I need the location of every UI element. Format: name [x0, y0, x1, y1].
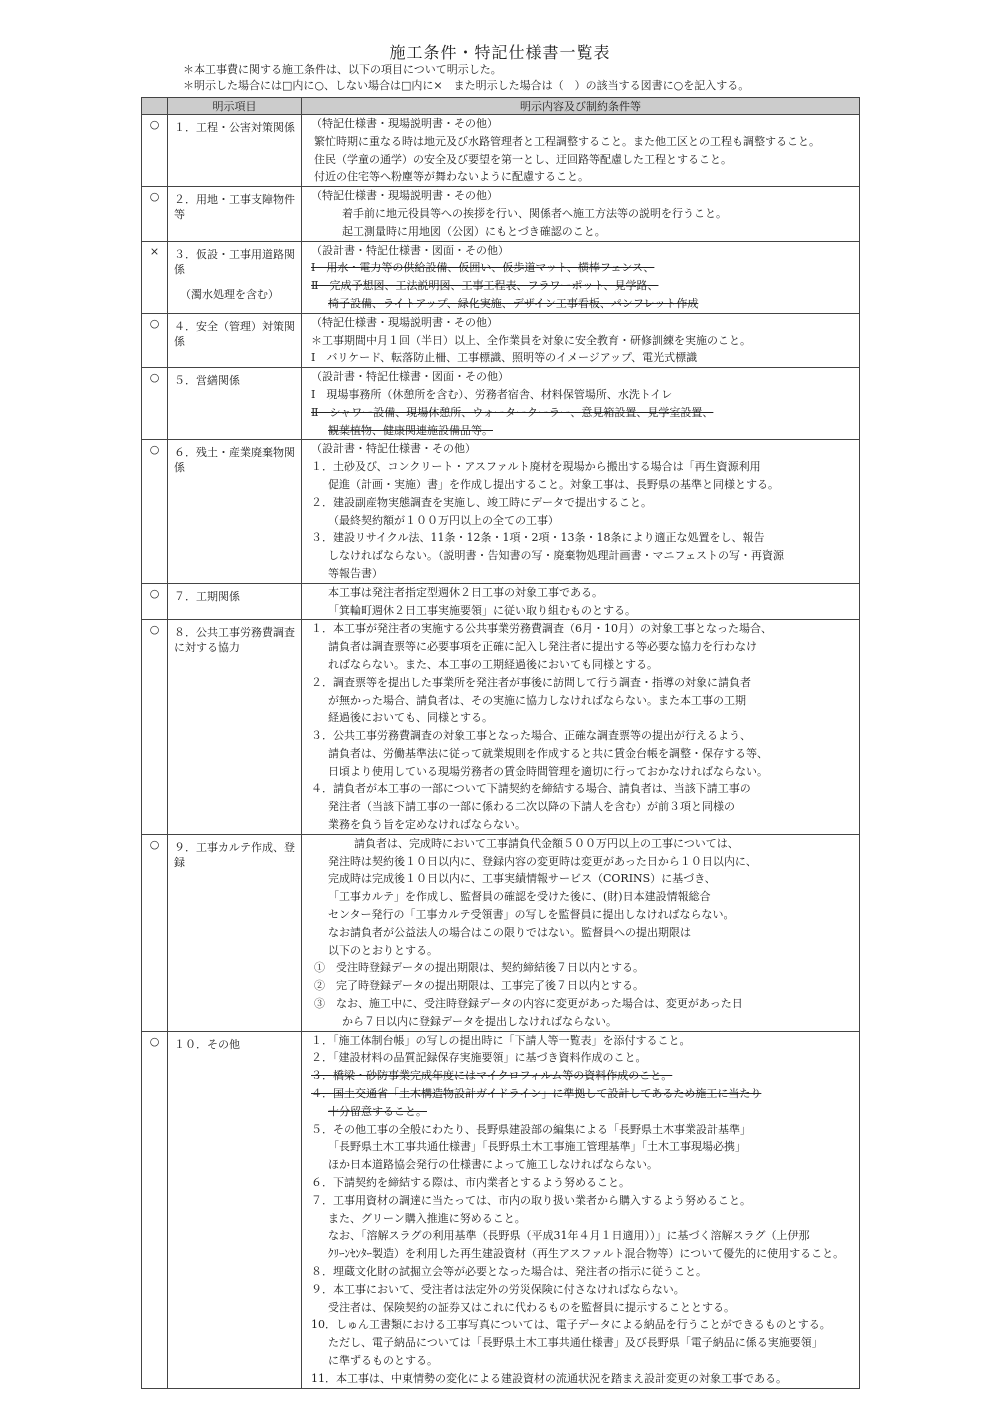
row-content: [302, 115, 860, 187]
row-mark: ○: [142, 440, 168, 583]
content-line: 繁忙時期に重なる時は地元及び水路管理者と工程調整すること。また他工区との工程も調整すること。: [314, 134, 820, 148]
content-line: （最終契約額が１００万円以上の全ての工事）: [328, 513, 559, 527]
row-content: [302, 187, 860, 241]
mark-header: [142, 98, 168, 115]
content-line: Ⅰ 現場事務所（休憩所を含む）、労務者宿舎、材料保管場所、水洗トイレ: [311, 387, 673, 401]
row-mark: ○: [142, 620, 168, 835]
row-item: [168, 620, 302, 835]
table-row: [142, 620, 860, 835]
row-item-label: ２．用地・工事支障物件等: [174, 193, 295, 222]
content-line: 「箕輪町週休２日工事実施要領」に従い取り組むものとする。: [328, 603, 636, 617]
table-row: [142, 187, 860, 241]
content-line: 受注者は、保険契約の証券又はこれに代わるものを監督員に提示することとする。: [328, 1300, 735, 1314]
table-row: [142, 313, 860, 367]
content-line: また、グリーン購入推進に努めること。: [328, 1211, 526, 1225]
content-line: １．「施工体制台帳」の写しの提出時に「下請人等一覧表」を添付すること。: [311, 1033, 691, 1047]
content-line: 経過後においても、同様とする。: [328, 711, 493, 725]
document-title: 施工条件・特記仕様書一覧表: [389, 43, 611, 62]
content-line: が無かった場合、請負者は、その実施に協力しなければならない。また本工事の工期: [328, 693, 746, 707]
content-line: 請負者は調査票等に必要事項を正確に記入し発注者に提出する等必要な協力を行わなけ: [328, 640, 757, 654]
content-line: 付近の住宅等へ粉塵等が舞わないように配慮すること。: [314, 170, 589, 184]
row-item-label: １．工程・公害対策関係: [174, 121, 295, 134]
content-line-struck: ３．橋梁・砂防事業完成年度にはマイクロフィルム等の資料作成のこと。: [311, 1069, 673, 1083]
content-line: 業務を負う旨を定めなければならない。: [328, 818, 526, 832]
row-item-label: ７．工期関係: [174, 589, 240, 603]
content-line: ＊工事期間中月１回（半日）以上、全作業員を対象に安全教育・研修訓練を実施のこと。: [311, 333, 751, 347]
table-row: [142, 583, 860, 620]
row-item: [168, 313, 302, 367]
content-line: から７日以内に登録データを提出しなければならない。: [342, 1014, 617, 1028]
content-line-struck: 椅子設備、ライトアップ、緑化実施、デザイン工事看板、パンフレット作成: [328, 296, 699, 310]
content-line-struck: ４．国土交通省「土木構造物設計ガイドライン」に準拠して設計してあるため施工に当たり: [311, 1087, 762, 1101]
table-row: [142, 1031, 860, 1388]
content-line: ① 受注時登録データの提出期限は、契約締結後７日以内とする。: [314, 961, 644, 975]
row-content: [302, 583, 860, 620]
row-mark: ○: [142, 115, 168, 187]
row-content: [302, 313, 860, 367]
item-header: 明示項目: [168, 98, 302, 115]
content-line: （特記仕様書・現場説明書・その他）: [311, 117, 498, 130]
content-line: 発注者（当該下請工事の一部に係わる二次以降の下請人を含む）が前３項と同様の: [328, 800, 735, 814]
row-mark: ×: [142, 241, 168, 313]
content-line: ｸﾘｰﾝｾﾝﾀｰ製造）を利用した再生建設資材（再生アスファルト混合物等）について優先的に使用すること。: [328, 1247, 845, 1261]
content-line: （設計書・特記仕様書・その他）: [311, 442, 476, 456]
row-mark: ○: [142, 313, 168, 367]
content-line: 以下のとおりとする。: [328, 943, 438, 957]
content-line: ればならない。また、本工事の工期経過後においても同様とする。: [328, 657, 658, 671]
content-line: しなければならない。（説明書・告知書の写・廃棄物処理計画書・マニフェストの写・再資源: [328, 549, 784, 563]
content-line: Ⅰ バリケード、転落防止柵、工事標識、照明等のイメージアップ、電光式標識: [311, 351, 698, 365]
content-line: ５．その他工事の全般にわたり、長野県建設部の編集による「長野県土木事業設計基準」: [311, 1122, 751, 1136]
row-item: [168, 583, 302, 620]
row-content: [302, 834, 860, 1031]
content-line: 請負者は、完成時において工事請負代金額５００万円以上の工事については、: [354, 836, 739, 850]
row-item-label: ３．仮設・工事用道路関係: [174, 247, 295, 276]
content-line: 「工事カルテ」を作成し、監督員の確認を受けた後に、(財)日本建設情報総合: [328, 890, 711, 904]
row-item-label: ６．残土・産業廃棄物関係: [174, 446, 295, 475]
content-line: ほか日本道路協会発行の仕様書によって施工しなければならない。: [328, 1158, 658, 1172]
content-line: ② 完了時登録データの提出期限は、工事完了後７日以内とする。: [314, 979, 644, 993]
row-item-label: ８．公共工事労務費調査に対する協力: [174, 626, 295, 655]
content-line: センター発行の「工事カルテ受領書」の写しを監督員に提出しなければならない。: [328, 908, 735, 922]
content-line: 請負者は、労働基準法に従って就業規則を作成すると共に賃金台帳を調整・保存する等、: [328, 746, 768, 760]
row-mark: ○: [142, 834, 168, 1031]
content-header: 明示内容及び制約条件等: [302, 98, 860, 115]
content-line: １．本工事が発注者の実施する公共事業労務費調査（6月・10月）の対象工事となった場合、: [311, 622, 772, 636]
table-row: [142, 440, 860, 583]
row-item: [168, 1031, 302, 1388]
table-header-row: [142, 98, 860, 115]
content-line: ４．請負者が本工事の一部について下請契約を締結する場合、請負者は、当該下請工事の: [311, 782, 751, 796]
row-item: [168, 187, 302, 241]
content-line-struck: Ⅱ 完成予想図、工法説明図、工事工程表、フラワーポット、見学路、: [311, 279, 659, 293]
row-content: [302, 241, 860, 313]
content-line: 着手前に地元役員等への挨拶を行い、関係者へ施工方法等の説明を行うこと。: [342, 206, 727, 220]
content-line: 等報告書）: [328, 566, 383, 580]
content-line: 起工測量時に用地図（公図）にもとづき確認のこと。: [342, 224, 606, 238]
content-line-struck: 観葉植物、健康関連施設備品等。: [328, 423, 493, 437]
row-mark: ○: [142, 1031, 168, 1388]
specification-table: [141, 97, 860, 1389]
content-line: ７．工事用資材の調達に当たっては、市内の取り扱い業者から購入するよう努めること。: [311, 1193, 751, 1207]
row-content: [302, 368, 860, 440]
content-line: なお、「溶解スラグの利用基準（長野県（平成31年４月１日適用））」に基づく溶解スラグ（上伊那: [328, 1229, 810, 1243]
content-line: 促進（計画・実施）書」を作成し提出すること。対象工事は、長野県の基準と同様とする。: [328, 477, 779, 491]
content-line: 発注時は契約後１０日以内に、登録内容の変更時は変更があった日から１０日以内に、: [328, 854, 757, 868]
content-line: 日頃より使用している現場労務者の賃金時間管理を適切に行っておかなければならない。: [328, 764, 768, 778]
content-line: （特記仕様書・現場説明書・その他）: [311, 315, 498, 329]
row-item: [168, 368, 302, 440]
content-line: 完成時は完成後１０日以内に、工事実績情報サービス（CORINS）に基づき、: [328, 872, 716, 886]
table-row: [142, 241, 860, 313]
row-item-sublabel: （濁水処理を含む）: [180, 287, 279, 301]
row-mark: ○: [142, 368, 168, 440]
content-line: なお請負者が公益法人の場合はこの限りではない。監督員への提出期限は: [328, 925, 691, 939]
content-line: ２．調査票等を提出した事業所を発注者が事後に訪問して行う調査・指導の対象に請負者: [311, 675, 751, 689]
row-item-label: ４．安全（管理）対策関係: [174, 319, 295, 348]
content-line: ２．建設副産物実態調査を実施し、竣工時にデータで提出すること。: [311, 495, 652, 509]
row-content: [302, 1031, 860, 1388]
content-line: ２．「建設材料の品質記録保存実施要領」に基づき資料作成のこと。: [311, 1051, 647, 1065]
row-item: [168, 241, 302, 313]
content-line: 10．しゅん工書類における工事写真については、電子データによる納品を行うことができるものとする。: [311, 1318, 831, 1332]
row-item-label: １０．その他: [174, 1037, 240, 1051]
table-row: [142, 368, 860, 440]
content-line: ８．埋蔵文化財の試掘立会等が必要となった場合は、発注者の指示に従うこと。: [311, 1265, 707, 1278]
content-line: ３．建設リサイクル法、11条・12条・1項・2項・13条・18条により適正な処置をし、報告: [311, 531, 765, 545]
content-line: に準ずるものとする。: [328, 1353, 438, 1367]
content-line: ３．公共工事労務費調査の対象工事となった場合、正確な調査票等の提出が行えるよう、: [311, 729, 751, 743]
row-mark: ○: [142, 583, 168, 620]
content-line: 本工事は発注者指定型週休２日工事の対象工事である。: [328, 585, 603, 599]
content-line: （設計書・特記仕様書・図面・その他）: [311, 243, 509, 257]
table-row: [142, 834, 860, 1031]
row-item: [168, 115, 302, 187]
row-mark: ○: [142, 187, 168, 241]
row-item: [168, 834, 302, 1031]
table-row: [142, 115, 860, 187]
row-content: [302, 620, 860, 835]
row-item: [168, 440, 302, 583]
row-item-label: ９．工事カルテ作成、登録: [174, 840, 295, 869]
content-line-struck: Ⅱ シャワー設備、現場休憩所、ウォータークーラー、意見箱設置、見学室設置、: [311, 405, 714, 419]
row-content: [302, 440, 860, 583]
content-line: 「長野県土木工事共通仕様書」「長野県土木工事施工管理基準」「土木工事現場必携」: [328, 1140, 746, 1154]
content-line: 11．本工事は、中東情勢の変化による建設資材の流通状況を踏まえ設計変更の対象工事である。: [311, 1371, 787, 1385]
note-line-1: ＊本工事費に関する施工条件は、以下の項目について明示した。: [183, 63, 502, 76]
content-line-struck: 十分留意すること。: [328, 1104, 427, 1118]
content-line: １．土砂及び、コンクリート・アスファルト廃材を現場から搬出する場合は「再生資源利用: [311, 460, 761, 474]
note-line-2: ＊明示した場合には□内に○、しない場合は□内に× また明示した場合は（ ）の該当する図書に○を記入する。: [183, 79, 750, 92]
content-line: ９．本工事において、受注者は法定外の労災保険に付さなければならない。: [311, 1282, 685, 1296]
content-line: （特記仕様書・現場説明書・その他）: [311, 189, 498, 203]
content-line: （設計書・特記仕様書・図面・その他）: [311, 370, 509, 384]
content-line: ６．下請契約を締結する際は、市内業者とするよう努めること。: [311, 1176, 630, 1190]
content-line: ③ なお、施工中に、受注時登録データの内容に変更があった場合は、変更があった日: [314, 997, 743, 1011]
row-item-label: ５．営繕関係: [174, 374, 240, 388]
content-line: ただし、電子納品については「長野県土木工事共通仕様書」及び長野県「電子納品に係る実施要領」: [328, 1336, 823, 1350]
content-line-struck: Ⅰ 用水・電力等の供給設備、仮囲い、仮歩道マット、横棒フェンス、: [311, 261, 655, 275]
content-line: 住民（学童の通学）の安全及び要望を第一とし、迂回路等配慮した工程とすること。: [314, 152, 732, 166]
